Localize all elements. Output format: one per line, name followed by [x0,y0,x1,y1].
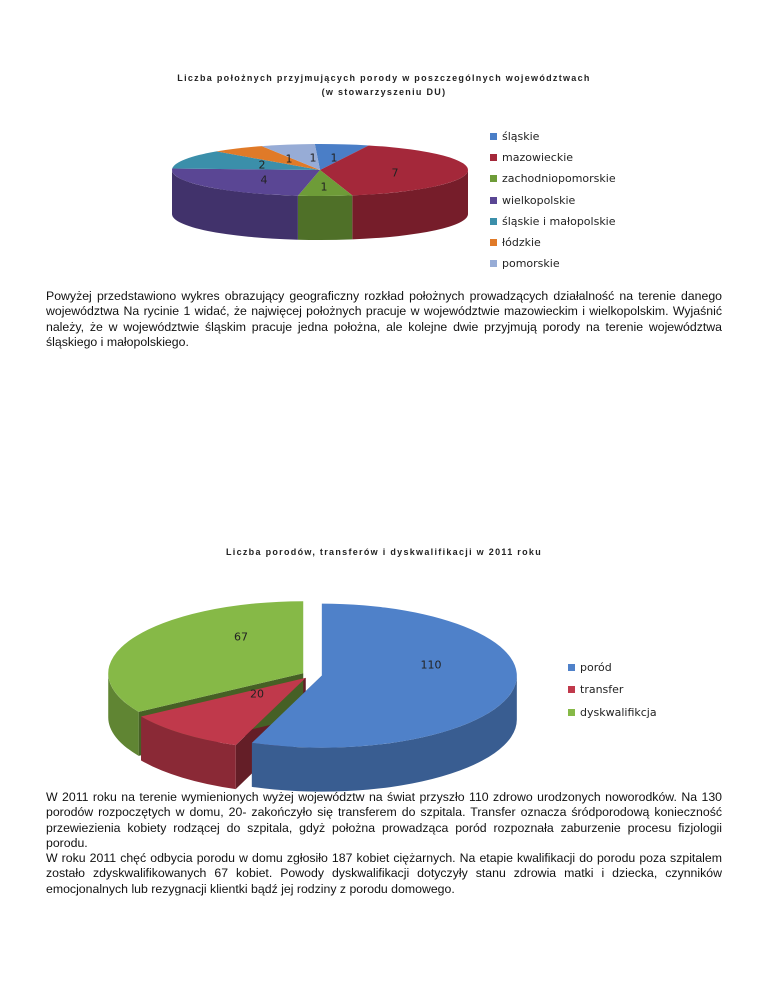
chart1-title-line2: (w stowarzyszeniu DU) [321,87,447,97]
chart2-legend-swatch-porod [568,664,575,671]
paragraph-2 [46,790,722,897]
chart2-legend-swatch-dyskwalifikcja [568,709,575,716]
chart2-legend-label-porod: poród [580,660,612,674]
chart2-legend-swatch-transfer [568,686,575,693]
chart1-legend-label-mazowieckie: mazowieckie [502,151,574,165]
chart1-value-label-zachodniopomorskie: 1 [320,180,328,194]
chart1-value-label-lodzkie: 1 [285,152,293,166]
paragraph-1: Powyżej przedstawiono wykres obrazujący geograficzny rozkład położnych prowadzących działalność na terenie danego województwa Na rycinie 1 widać, że najwięcej położnych pracuje w województwie mazowieckim i wielkopolskim. Wyjaśnić należy, że w województwie śląskim pracuje jedna położna, ale kolejne dwie przyjmują porody na terenie województwa śląskiego i małopolskiego. [46,289,722,349]
chart2-value-label-transfer: 20 [250,687,264,701]
chart2-value-label-dyskwalifikcja: 67 [234,630,248,644]
chart2-legend-label-transfer: transfer [580,683,624,697]
paragraph-2-part-1: W 2011 roku na terenie wymienionych wyżej województw na świat przyszło 110 zdrowo urodzonych noworodków. Na 130 porodów rozpoczętych w domu, 20- zakończyło się transferem do szpitala. Transfer oznacza śródporodową konieczność przewiezienia kobiety rodzącej do szpitala, gdyż położna prowadząca poród rozpoznała zaburzenie procesu fizjologii porodu. [46,790,722,850]
chart1-value-label-pomorskie: 1 [309,151,317,165]
chart1-legend-label-wielkopolskie: wielkopolskie [502,193,576,207]
chart2-legend [568,656,657,724]
chart2-legend-item-porod [568,656,657,679]
chart1-legend-label-slaskie: śląskie [502,130,540,144]
chart2-title: Liczba porodów, transferów i dyskwalifikacji w 2011 roku [225,547,543,557]
chart2-legend-item-transfer [568,679,657,702]
chart1-value-label-slaskie: 1 [330,151,338,165]
chart1-legend-label-lodzkie: łódzkie [502,236,541,250]
chart2-value-label-porod: 110 [420,658,442,672]
chart1-legend-label-pomorskie: pomorskie [502,257,560,271]
chart1-title-line1: Liczba położnych przyjmujących porody w poszczególnych województwach [177,73,591,83]
chart2-legend-label-dyskwalifikcja: dyskwalifikcja [580,705,657,719]
chart1-legend-label-slaskie-i-malopolskie: śląskie i małopolskie [502,214,616,228]
chart2-legend-item-dyskwalifikcja [568,701,657,724]
chart1-value-label-mazowieckie: 7 [391,166,399,180]
chart1-value-label-slaskie-i-malopolskie: 2 [258,158,266,172]
chart1-value-label-wielkopolskie: 4 [260,173,268,187]
paragraph-2-part-2: W roku 2011 chęć odbycia porodu w domu zgłosiło 187 kobiet ciężarnych. Na etapie kwalifikacji do porodu poza szpitalem zostało zdyskwalifikowanych 67 kobiet. Powody dyskwalifikacji dotyczyły stanu zdrowia matki i dziecka, czynników emocjonalnych lub rezygnacji klientki bądź jej rodziny z porodu domowego. [46,851,722,896]
chart1-legend-label-zachodniopomorskie: zachodniopomorskie [502,172,616,186]
